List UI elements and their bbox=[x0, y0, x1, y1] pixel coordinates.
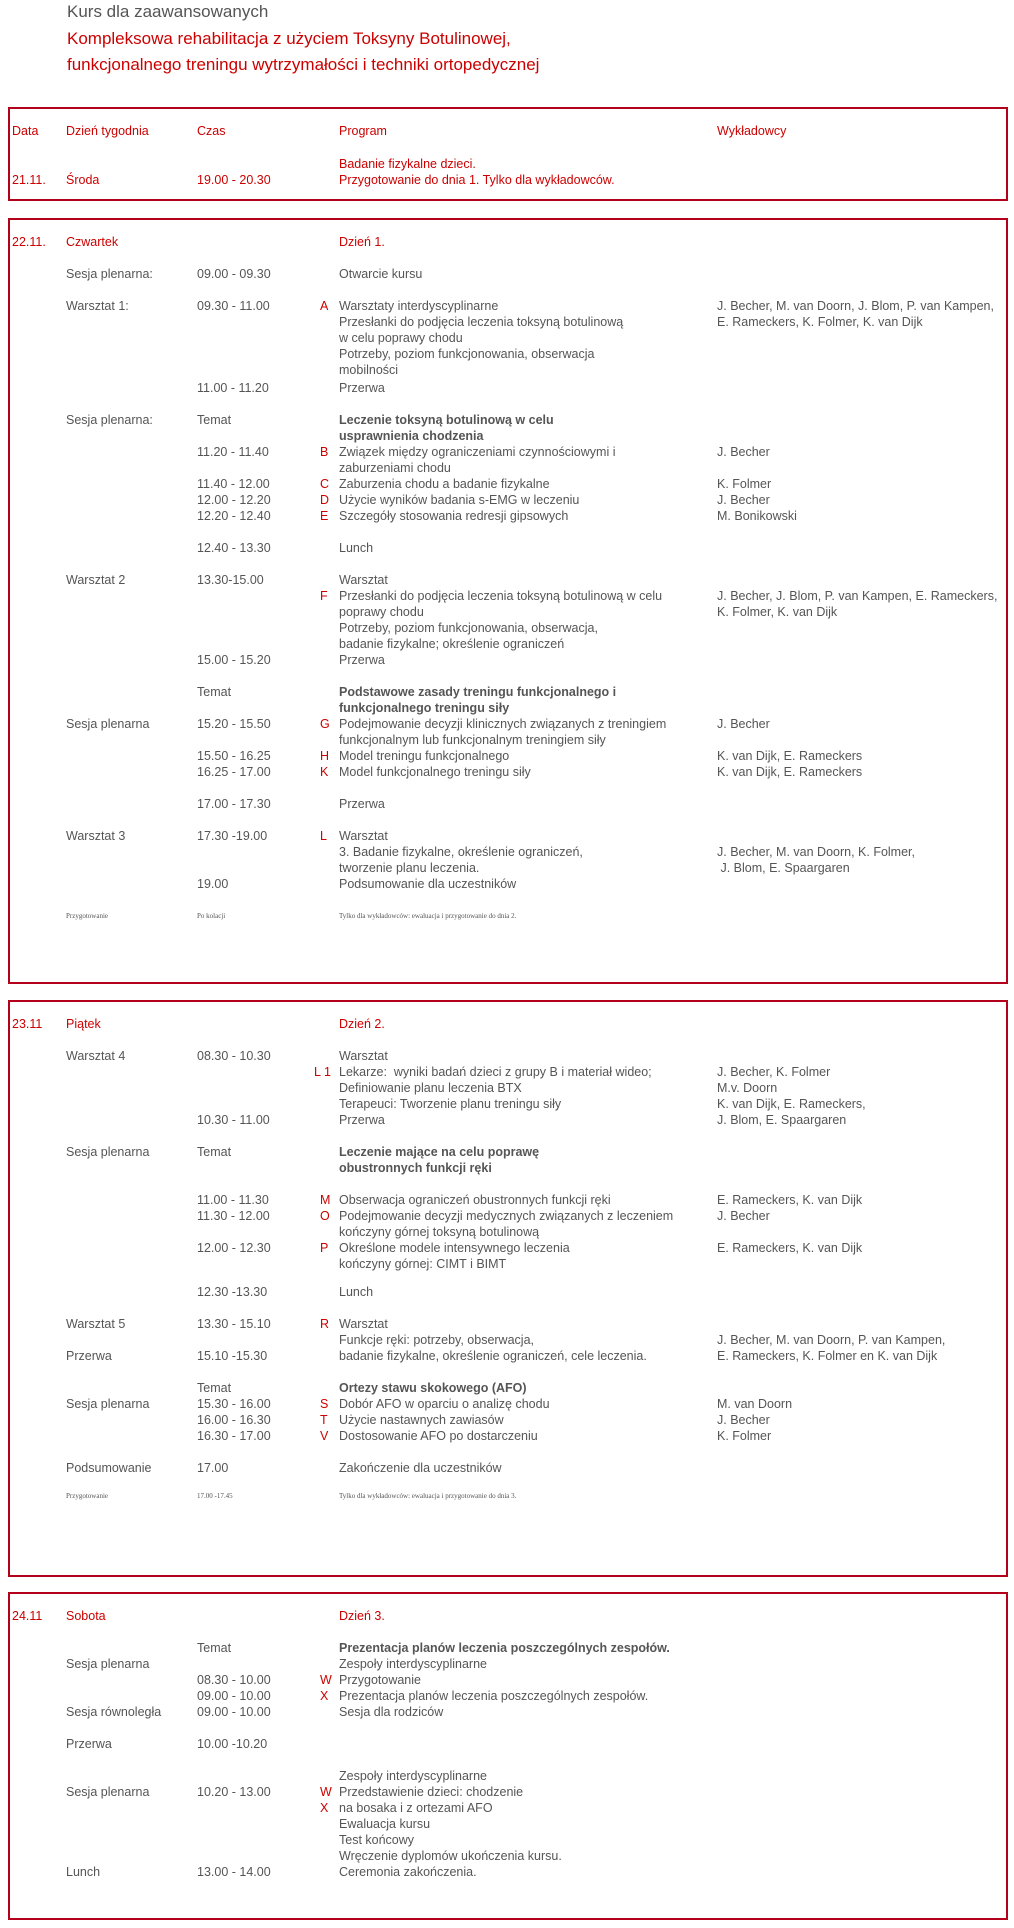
session-code: P bbox=[320, 1241, 329, 1255]
footnote-session: Przygotowanie bbox=[66, 1492, 108, 1500]
program-line: Podstawowe zasady treningu funkcjonalnego i bbox=[339, 685, 617, 699]
session-label: Sesja plenarna: bbox=[66, 267, 153, 281]
session-time: 11.20 - 11.40 bbox=[197, 445, 269, 459]
session-time: Temat bbox=[197, 685, 232, 699]
lecturer-line: M. van Doorn bbox=[717, 1397, 793, 1411]
lecturer-line: K. Folmer bbox=[717, 1429, 772, 1443]
intro-day: Środa bbox=[66, 173, 100, 187]
lecturer-line: J. Becher bbox=[717, 717, 770, 731]
program-line: tworzenie planu leczenia. bbox=[339, 861, 480, 875]
lecturer-line: K. Folmer bbox=[717, 477, 772, 491]
program-line: Określone modele intensywnego leczenia bbox=[339, 1241, 570, 1255]
session-time: 17.30 -19.00 bbox=[197, 829, 268, 843]
session-time: 13.30 - 15.10 bbox=[197, 1317, 271, 1331]
program-line: Model treningu funkcjonalnego bbox=[339, 749, 510, 763]
program-line: Zespoły interdyscyplinarne bbox=[339, 1769, 487, 1783]
program-line: Przerwa bbox=[339, 653, 385, 667]
day-1-section bbox=[8, 218, 1008, 984]
program-line: mobilności bbox=[339, 363, 399, 377]
program-line: poprawy chodu bbox=[339, 605, 424, 619]
program-line: Przerwa bbox=[339, 1113, 385, 1127]
session-code: W bbox=[320, 1785, 332, 1799]
session-code: K bbox=[320, 765, 329, 779]
session-time: 16.30 - 17.00 bbox=[197, 1429, 271, 1443]
program-line: Leczenie mające na celu poprawę bbox=[339, 1145, 540, 1159]
program-line: Ceremonia zakończenia. bbox=[339, 1865, 477, 1879]
lecturer-line: J. Becher bbox=[717, 1413, 770, 1427]
program-line: Lekarze: wyniki badań dzieci z grupy B i materiał wideo; bbox=[339, 1065, 652, 1079]
session-time: 13.30-15.00 bbox=[197, 573, 264, 587]
session-code: M bbox=[320, 1193, 331, 1207]
program-line: Model funkcjonalnego treningu siły bbox=[339, 765, 531, 779]
col-head-day: Dzień tygodnia bbox=[66, 124, 149, 138]
program-line: Sesja dla rodziców bbox=[339, 1705, 444, 1719]
intro-time: 19.00 - 20.30 bbox=[197, 173, 271, 187]
session-time: 11.40 - 12.00 bbox=[197, 477, 270, 491]
lecturer-line: K. van Dijk, E. Rameckers bbox=[717, 765, 863, 779]
session-label: Sesja plenarna bbox=[66, 717, 150, 731]
program-line: Przygotowanie bbox=[339, 1673, 421, 1687]
lecturer-line: J. Becher, J. Blom, P. van Kampen, E. Rameckers, bbox=[717, 589, 998, 603]
program-line: Lunch bbox=[339, 1285, 374, 1299]
program-line: Warsztat bbox=[339, 573, 388, 587]
lecturer-line: J. Becher, M. van Doorn, P. van Kampen, bbox=[717, 1333, 946, 1347]
program-line: Przerwa bbox=[339, 381, 385, 395]
program-line: Przerwa bbox=[339, 797, 385, 811]
session-code: L 1 bbox=[314, 1065, 331, 1079]
session-code: H bbox=[320, 749, 330, 763]
program-line: badanie fizykalne; określenie ograniczeń bbox=[339, 637, 565, 651]
intro-date: 21.11. bbox=[12, 173, 46, 187]
program-line: Zespoły interdyscyplinarne bbox=[339, 1657, 487, 1671]
program-line: na bosaka i z ortezami AFO bbox=[339, 1801, 493, 1815]
session-time: 10.30 - 11.00 bbox=[197, 1113, 270, 1127]
lecturer-line: J. Becher bbox=[717, 445, 770, 459]
day-title: Dzień 1. bbox=[339, 235, 385, 249]
program-line: funkcjonalnego treningu siły bbox=[339, 701, 510, 715]
intro-program-line-1: Badanie fizykalne dzieci. bbox=[339, 157, 476, 171]
session-label: Sesja plenarna: bbox=[66, 413, 153, 427]
program-line: Prezentacja planów leczenia poszczególnych zespołów. bbox=[339, 1641, 670, 1655]
session-time: 08.30 - 10.00 bbox=[197, 1673, 271, 1687]
day-date: 23.11 bbox=[12, 1017, 43, 1031]
session-time: 12.20 - 12.40 bbox=[197, 509, 271, 523]
program-line: Ortezy stawu skokowego (AFO) bbox=[339, 1381, 527, 1395]
day-title: Dzień 2. bbox=[339, 1017, 385, 1031]
session-time: 11.30 - 12.00 bbox=[197, 1209, 270, 1223]
program-line: Dobór AFO w oparciu o analizę chodu bbox=[339, 1397, 550, 1411]
session-label: Przerwa bbox=[66, 1737, 112, 1751]
session-label: Sesja plenarna bbox=[66, 1657, 150, 1671]
lecturer-line: K. Folmer, K. van Dijk bbox=[717, 605, 838, 619]
program-line: zaburzeniami chodu bbox=[339, 461, 451, 475]
program-line: Warsztaty interdyscyplinarne bbox=[339, 299, 499, 313]
day-weekday: Sobota bbox=[66, 1609, 106, 1623]
session-time: 12.30 -13.30 bbox=[197, 1285, 268, 1299]
program-line: Definiowanie planu leczenia BTX bbox=[339, 1081, 522, 1095]
intro-program-line-2: Przygotowanie do dnia 1. Tylko dla wykładowców. bbox=[339, 173, 615, 187]
session-code: A bbox=[320, 299, 329, 313]
lecturer-line: J. Blom, E. Spaargaren bbox=[717, 1113, 847, 1127]
session-label: Sesja równoległa bbox=[66, 1705, 162, 1719]
program-line: Przedstawienie dzieci: chodzenie bbox=[339, 1785, 524, 1799]
session-time: 16.25 - 17.00 bbox=[197, 765, 271, 779]
program-line: Terapeuci: Tworzenie planu treningu siły bbox=[339, 1097, 562, 1111]
session-time: 19.00 bbox=[197, 877, 229, 891]
session-time: 09.00 - 10.00 bbox=[197, 1705, 271, 1719]
col-head-date: Data bbox=[12, 124, 39, 138]
session-time: 10.20 - 13.00 bbox=[197, 1785, 271, 1799]
program-line: usprawnienia chodzenia bbox=[339, 429, 484, 443]
session-time: 10.00 -10.20 bbox=[197, 1737, 268, 1751]
program-line: Zakończenie dla uczestników bbox=[339, 1461, 502, 1475]
lecturer-line: J. Becher, M. van Doorn, K. Folmer, bbox=[717, 845, 915, 859]
session-code: C bbox=[320, 477, 330, 491]
session-code: W bbox=[320, 1673, 332, 1687]
lecturer-line: E. Rameckers, K. Folmer, K. van Dijk bbox=[717, 315, 923, 329]
session-time: 09.00 - 10.00 bbox=[197, 1689, 271, 1703]
course-title-line-1: Kompleksowa rehabilitacja z użyciem Toksyny Botulinowej, bbox=[67, 29, 511, 48]
program-line: Funkcje ręki: potrzeby, obserwacja, bbox=[339, 1333, 534, 1347]
program-line: Dostosowanie AFO po dostarczeniu bbox=[339, 1429, 538, 1443]
day-title: Dzień 3. bbox=[339, 1609, 385, 1623]
session-time: 15.10 -15.30 bbox=[197, 1349, 268, 1363]
day-date: 22.11. bbox=[12, 235, 46, 249]
session-label: Warsztat 4 bbox=[66, 1049, 126, 1063]
session-label: Sesja plenarna bbox=[66, 1397, 150, 1411]
program-line: Zaburzenia chodu a badanie fizykalne bbox=[339, 477, 550, 491]
course-subtitle: Kurs dla zaawansowanych bbox=[67, 2, 269, 21]
session-code: D bbox=[320, 493, 330, 507]
session-code: E bbox=[320, 509, 329, 523]
program-line: Otwarcie kursu bbox=[339, 267, 423, 281]
session-time: 12.00 - 12.20 bbox=[197, 493, 271, 507]
lecturer-line: J. Becher bbox=[717, 493, 770, 507]
session-time: 17.00 bbox=[197, 1461, 229, 1475]
session-time: Temat bbox=[197, 413, 232, 427]
session-code: O bbox=[320, 1209, 330, 1223]
session-label: Sesja plenarna bbox=[66, 1145, 150, 1159]
session-time: 15.20 - 15.50 bbox=[197, 717, 271, 731]
program-line: Użycie nastawnych zawiasów bbox=[339, 1413, 504, 1427]
course-title-line-2: funkcjonalnego treningu wytrzymałości i techniki ortopedycznej bbox=[67, 55, 540, 74]
program-line: Wręczenie dyplomów ukończenia kursu. bbox=[339, 1849, 562, 1863]
day-weekday: Piątek bbox=[66, 1017, 101, 1031]
session-code: B bbox=[320, 445, 329, 459]
program-line: Podsumowanie dla uczestników bbox=[339, 877, 517, 891]
program-line: Przesłanki do podjęcia leczenia toksyną botulinową bbox=[339, 315, 624, 329]
session-label: Warsztat 3 bbox=[66, 829, 126, 843]
program-line: kończyny górnej: CIMT i BIMT bbox=[339, 1257, 507, 1271]
session-time: 11.00 - 11.20 bbox=[197, 381, 269, 395]
session-code: G bbox=[320, 717, 330, 731]
program-line: Przesłanki do podjęcia leczenia toksyną botulinową w celu bbox=[339, 589, 663, 603]
lecturer-line: J. Blom, E. Spaargaren bbox=[717, 861, 850, 875]
session-time: 15.30 - 16.00 bbox=[197, 1397, 271, 1411]
session-label: Warsztat 1: bbox=[66, 299, 129, 313]
program-line: obustronnych funkcji ręki bbox=[339, 1161, 492, 1175]
lecturer-line: K. van Dijk, E. Rameckers bbox=[717, 749, 863, 763]
program-line: kończyny górnej toksyną botulinową bbox=[339, 1225, 540, 1239]
col-head-lecturers: Wykładowcy bbox=[717, 124, 787, 138]
session-time: 17.00 - 17.30 bbox=[197, 797, 271, 811]
program-line: Prezentacja planów leczenia poszczególnych zespołów. bbox=[339, 1689, 649, 1703]
day-weekday: Czwartek bbox=[66, 235, 119, 249]
program-line: Warsztat bbox=[339, 1317, 388, 1331]
session-time: 12.00 - 12.30 bbox=[197, 1241, 271, 1255]
session-time: 09.00 - 09.30 bbox=[197, 267, 271, 281]
session-time: 13.00 - 14.00 bbox=[197, 1865, 271, 1879]
program-line: Potrzeby, poziom funkcjonowania, obserwacja bbox=[339, 347, 595, 361]
session-code: S bbox=[320, 1397, 329, 1411]
lecturer-line: J. Becher, K. Folmer bbox=[717, 1065, 831, 1079]
intro-section bbox=[8, 107, 1008, 201]
program-line: Ewaluacja kursu bbox=[339, 1817, 431, 1831]
session-code: X bbox=[320, 1801, 329, 1815]
session-time: 15.50 - 16.25 bbox=[197, 749, 271, 763]
program-line: Obserwacja ograniczeń obustronnych funkcji ręki bbox=[339, 1193, 611, 1207]
lecturer-line: M.v. Doorn bbox=[717, 1081, 778, 1095]
session-time: 16.00 - 16.30 bbox=[197, 1413, 271, 1427]
lecturer-line: J. Becher bbox=[717, 1209, 770, 1223]
program-line: Lunch bbox=[339, 541, 374, 555]
lecturer-line: M. Bonikowski bbox=[717, 509, 797, 523]
col-head-time: Czas bbox=[197, 124, 226, 138]
session-label: Sesja plenarna bbox=[66, 1785, 150, 1799]
program-line: Podejmowanie decyzji klinicznych związanych z treningiem bbox=[339, 717, 667, 731]
session-time: Temat bbox=[197, 1145, 232, 1159]
program-line: Warsztat bbox=[339, 1049, 388, 1063]
program-line: Leczenie toksyną botulinową w celu bbox=[339, 413, 554, 427]
program-line: Podejmowanie decyzji medycznych związanych z leczeniem bbox=[339, 1209, 674, 1223]
session-time: Temat bbox=[197, 1381, 232, 1395]
program-line: Test końcowy bbox=[339, 1833, 415, 1847]
program-line: w celu poprawy chodu bbox=[339, 331, 463, 345]
session-label: Warsztat 2 bbox=[66, 573, 126, 587]
session-code: F bbox=[320, 589, 328, 603]
footnote-time: Po kolacji bbox=[197, 912, 226, 920]
program-line: Szczegóły stosowania redresji gipsowych bbox=[339, 509, 569, 523]
program-line: 3. Badanie fizykalne, określenie ograniczeń, bbox=[339, 845, 583, 859]
session-code: X bbox=[320, 1689, 329, 1703]
program-line: Potrzeby, poziom funkcjonowania, obserwacja, bbox=[339, 621, 598, 635]
day-3-section bbox=[8, 1592, 1008, 1920]
program-line: Warsztat bbox=[339, 829, 388, 843]
program-line: badanie fizykalne, określenie ograniczeń, cele leczenia. bbox=[339, 1349, 647, 1363]
session-code: R bbox=[320, 1317, 330, 1331]
course-title bbox=[67, 26, 539, 78]
footnote-session: Przygotowanie bbox=[66, 912, 108, 920]
lecturer-line: E. Rameckers, K. van Dijk bbox=[717, 1241, 863, 1255]
lecturer-line: E. Rameckers, K. Folmer en K. van Dijk bbox=[717, 1349, 938, 1363]
day-date: 24.11 bbox=[12, 1609, 43, 1623]
session-time: 12.40 - 13.30 bbox=[197, 541, 271, 555]
program-line: Związek między ograniczeniami czynnościowymi i bbox=[339, 445, 616, 459]
session-time: 11.00 - 11.30 bbox=[197, 1193, 269, 1207]
session-label: Przerwa bbox=[66, 1349, 112, 1363]
session-code: V bbox=[320, 1429, 329, 1443]
program-line: Użycie wyników badania s-EMG w leczeniu bbox=[339, 493, 580, 507]
session-time: 08.30 - 10.30 bbox=[197, 1049, 271, 1063]
footnote-program: Tylko dla wykładowców: ewaluacja i przygotowanie do dnia 2. bbox=[339, 912, 517, 920]
session-time: 15.00 - 15.20 bbox=[197, 653, 271, 667]
session-label: Lunch bbox=[66, 1865, 101, 1879]
footnote-program: Tylko dla wykładowców: ewaluacja i przygotowanie do dnia 3. bbox=[339, 1492, 517, 1500]
lecturer-line: J. Becher, M. van Doorn, J. Blom, P. van Kampen, bbox=[717, 299, 994, 313]
footnote-time: 17.00 -17.45 bbox=[197, 1492, 233, 1500]
col-head-program: Program bbox=[339, 124, 387, 138]
session-label: Podsumowanie bbox=[66, 1461, 152, 1475]
day-2-section bbox=[8, 1000, 1008, 1577]
session-time: 09.30 - 11.00 bbox=[197, 299, 270, 313]
session-label: Warsztat 5 bbox=[66, 1317, 126, 1331]
program-line: funkcjonalnym lub funkcjonalnym treningiem siły bbox=[339, 733, 606, 747]
session-time: Temat bbox=[197, 1641, 232, 1655]
lecturer-line: K. van Dijk, E. Rameckers, bbox=[717, 1097, 866, 1111]
lecturer-line: E. Rameckers, K. van Dijk bbox=[717, 1193, 863, 1207]
session-code: L bbox=[320, 829, 327, 843]
session-code: T bbox=[320, 1413, 328, 1427]
